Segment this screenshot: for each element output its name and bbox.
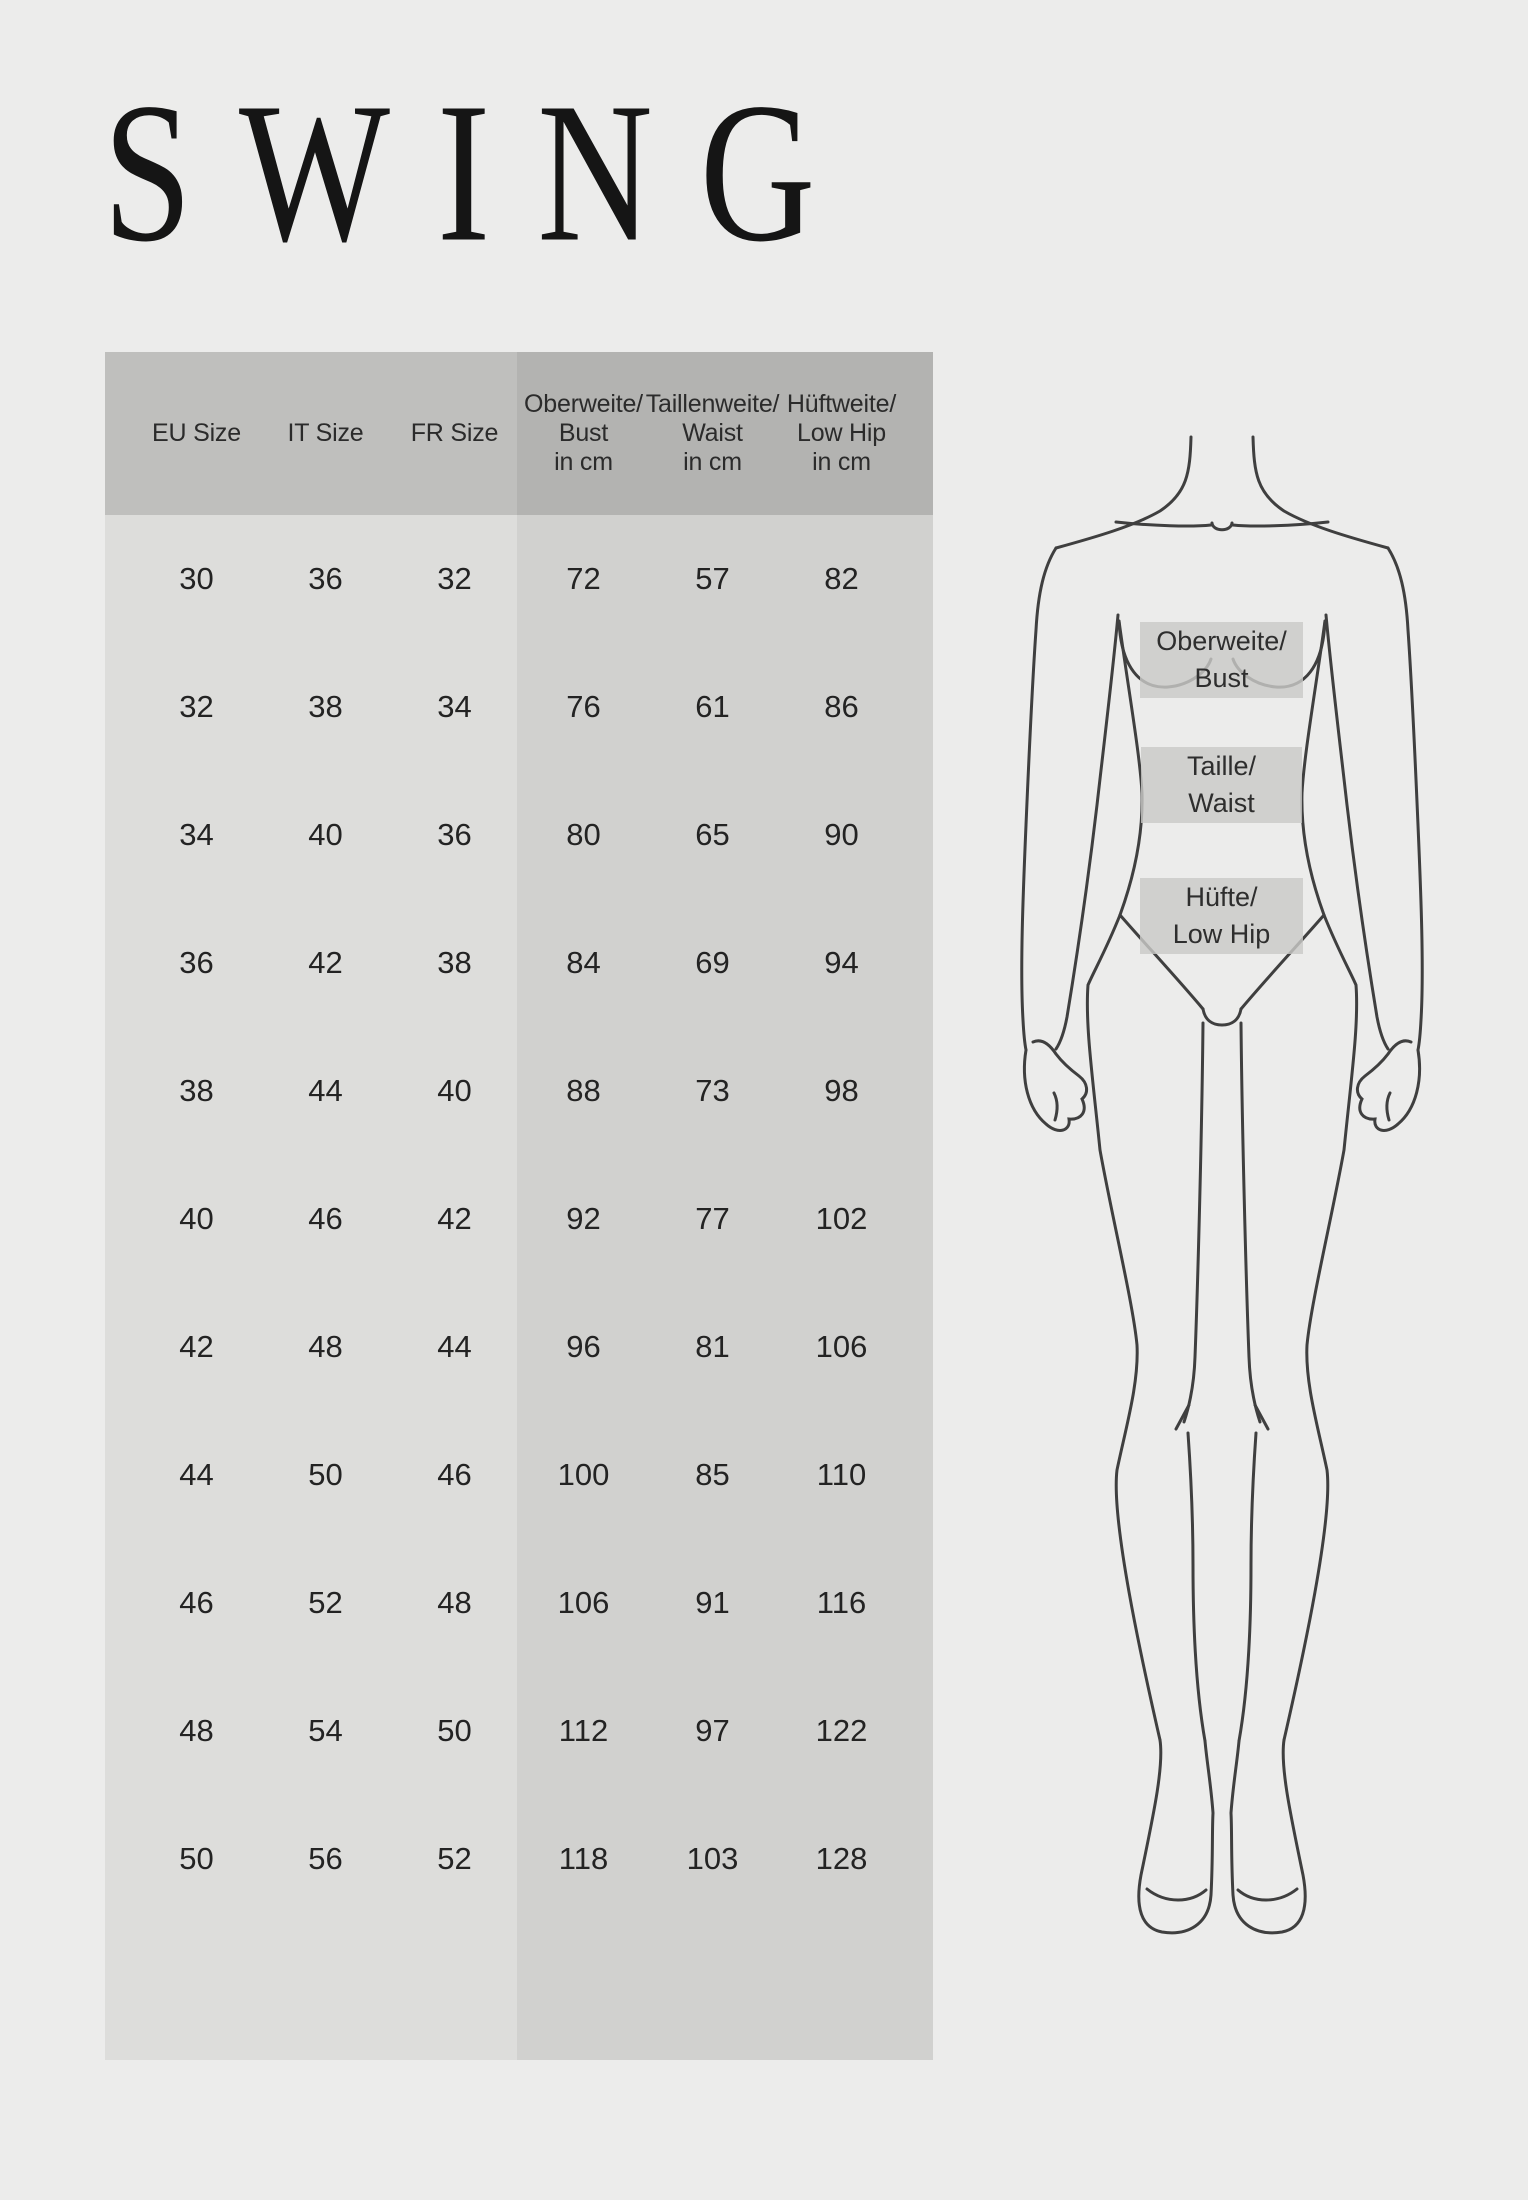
header-cell: FR Size — [410, 419, 499, 447]
table-cell: 44 — [179, 1457, 214, 1492]
table-cell: 96 — [566, 1329, 601, 1364]
table-cell: 38 — [179, 1073, 214, 1108]
brand-logo: SWING — [103, 60, 863, 284]
header-cell: EU Size — [152, 419, 241, 447]
table-cell: 46 — [308, 1201, 343, 1236]
table-cell: 50 — [437, 1713, 472, 1748]
table-cell: 50 — [308, 1457, 343, 1492]
table-cell: 34 — [179, 817, 214, 852]
table-cell: 54 — [308, 1713, 343, 1748]
table-cell: 52 — [437, 1841, 472, 1876]
table-cell: 36 — [437, 817, 472, 852]
table-cell: 52 — [308, 1585, 343, 1620]
size-table — [105, 352, 933, 2060]
table-row — [105, 1411, 933, 1539]
table-cell: 42 — [437, 1201, 472, 1236]
table-cell: 61 — [695, 689, 730, 724]
table-cell: 94 — [824, 945, 859, 980]
table-cell: 48 — [179, 1713, 214, 1748]
table-cell: 69 — [695, 945, 730, 980]
table-cell: 81 — [695, 1329, 730, 1364]
table-cell: 91 — [695, 1585, 730, 1620]
table-cell: 128 — [815, 1841, 868, 1876]
table-cell: 72 — [566, 561, 601, 596]
table-cell: 110 — [816, 1457, 867, 1492]
table-cell: 36 — [179, 945, 214, 980]
figure-label-low-hip: Hüfte/ Low Hip — [1140, 878, 1303, 954]
table-cell: 36 — [308, 561, 343, 596]
table-cell: 40 — [179, 1201, 214, 1236]
table-row — [105, 643, 933, 771]
table-cell: 97 — [695, 1713, 730, 1748]
table-cell: 80 — [566, 817, 601, 852]
table-cell: 56 — [308, 1841, 343, 1876]
table-cell: 40 — [308, 817, 343, 852]
table-cell: 48 — [308, 1329, 343, 1364]
table-cell: 73 — [695, 1073, 730, 1108]
header-cell: Oberweite/ Bust in cm — [524, 390, 643, 476]
figure-label-waist: Taille/ Waist — [1141, 747, 1302, 823]
table-cell: 77 — [695, 1201, 730, 1236]
table-row — [105, 1283, 933, 1411]
table-cell: 76 — [566, 689, 601, 724]
table-cell: 102 — [815, 1201, 868, 1236]
table-cell: 46 — [179, 1585, 214, 1620]
header-cell: IT Size — [287, 419, 364, 447]
figure-label-bust: Oberweite/ Bust — [1140, 622, 1303, 698]
table-cell: 48 — [437, 1585, 472, 1620]
table-header-row — [105, 352, 933, 515]
table-cell: 46 — [437, 1457, 472, 1492]
table-cell: 86 — [824, 689, 859, 724]
table-cell: 42 — [179, 1329, 214, 1364]
table-cell: 84 — [566, 945, 601, 980]
table-cell: 85 — [695, 1457, 730, 1492]
header-cell: Hüftweite/ Low Hip in cm — [786, 390, 897, 476]
table-cell: 106 — [815, 1329, 868, 1364]
table-cell: 116 — [816, 1585, 867, 1620]
table-cell: 100 — [557, 1457, 610, 1492]
table-cell: 82 — [824, 561, 859, 596]
table-cell: 32 — [437, 561, 472, 596]
table-row — [105, 899, 933, 1027]
table-cell: 98 — [824, 1073, 859, 1108]
table-row — [105, 771, 933, 899]
table-cell: 34 — [437, 689, 472, 724]
table-cell: 88 — [566, 1073, 601, 1108]
table-cell: 103 — [686, 1841, 739, 1876]
table-cell: 112 — [558, 1713, 609, 1748]
table-cell: 38 — [308, 689, 343, 724]
table-cell: 40 — [437, 1073, 472, 1108]
table-row — [105, 1027, 933, 1155]
table-cell: 118 — [558, 1841, 609, 1876]
table-cell: 50 — [179, 1841, 214, 1876]
table-row — [105, 1667, 933, 1795]
table-cell: 65 — [695, 817, 730, 852]
table-body — [105, 515, 933, 1923]
table-cell: 57 — [695, 561, 730, 596]
table-cell: 32 — [179, 689, 214, 724]
table-cell: 122 — [815, 1713, 868, 1748]
table-cell: 30 — [179, 561, 214, 596]
table-cell: 38 — [437, 945, 472, 980]
header-cell: Taillenweite/ Waist in cm — [645, 390, 780, 476]
table-cell: 106 — [557, 1585, 610, 1620]
table-row — [105, 1795, 933, 1923]
table-row — [105, 1539, 933, 1667]
table-cell: 44 — [308, 1073, 343, 1108]
table-cell: 92 — [566, 1201, 601, 1236]
table-row — [105, 1155, 933, 1283]
table-cell: 42 — [308, 945, 343, 980]
table-cell: 44 — [437, 1329, 472, 1364]
table-cell: 90 — [824, 817, 859, 852]
table-row — [105, 515, 933, 643]
